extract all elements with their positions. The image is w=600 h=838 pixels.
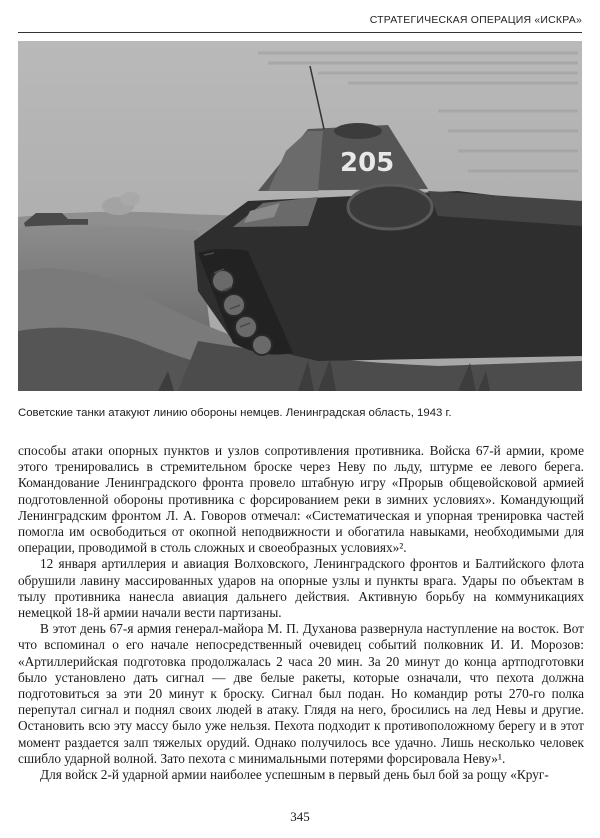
tank-photo: [18, 41, 582, 391]
header-rule: [18, 32, 582, 33]
turret-number: 205: [340, 148, 395, 178]
paragraph: В этот день 67-я армия генерал-майора М. П. Духанова развернула наступление на восток. Вот что вспоминал о его начале непосредственный очевидец событий полковник И. И. Морозов: «Артиллерийская подготовка продолжалась 2 часа 20 мин. За 20 минут до конца артподготовки было установлено дать сигнал — две белые ракеты, которые означали, что пехота должна подготовиться за эти 20 минут к броску. Сигнал был подан. Но командир роты 270-го полка перепутал сигнал и поднял своих людей в атаку. Глядя на него, бросились на лед Невы и другие. Остановить всю эту массу было уже нельзя. Пехота подходит к противоположному берегу и в этот момент раздается залп тяжелых орудий. Однако получилось все удачно. Лишь несколько человек сшибло ударной волной. Зато пехота с минимальными потерями форсировала Неву»¹.: [18, 621, 584, 766]
running-head: СТРАТЕГИЧЕСКАЯ ОПЕРАЦИЯ «ИСКРА»: [369, 14, 582, 26]
page-number: 345: [290, 809, 310, 824]
paragraph: Для войск 2-й ударной армии наиболее успешным в первый день был бой за рощу «Круг-: [40, 767, 549, 783]
paragraph: 12 января артиллерия и авиация Волховского, Ленинградского фронтов и Балтийского флота обрушили лавину массированных ударов на опорные узлы и пункты врага. Удары по объектам в тылу противника нанесла авиация дальнего действия. Активную борьбу на коммуникациях немецкой 18-й армии начали вести партизаны.: [18, 556, 584, 621]
body-text: [18, 443, 584, 783]
paragraph: способы атаки опорных пунктов и узлов сопротивления противника. Войска 67-й армии, кроме этого тренировались в стремительном броске через Неву по льду, штурме ее левого берега. Командование Ленинградского фронта провело штабную игру «Прорыв общевойсковой армией подготовленной обороны противника с форсированием реки в зимних условиях». Командующий Ленинградским фронтом Л. А. Говоров отмечал: «Систематическая и упорная тренировка частей помогла им освободиться от окопной неподвижности и обогатила навыками, необходимыми для операции, проводимой в столь сложных и своеобразных условиях»².: [18, 443, 584, 556]
figure-caption: Советские танки атакуют линию обороны немцев. Ленинградская область, 1943 г.: [18, 407, 452, 419]
